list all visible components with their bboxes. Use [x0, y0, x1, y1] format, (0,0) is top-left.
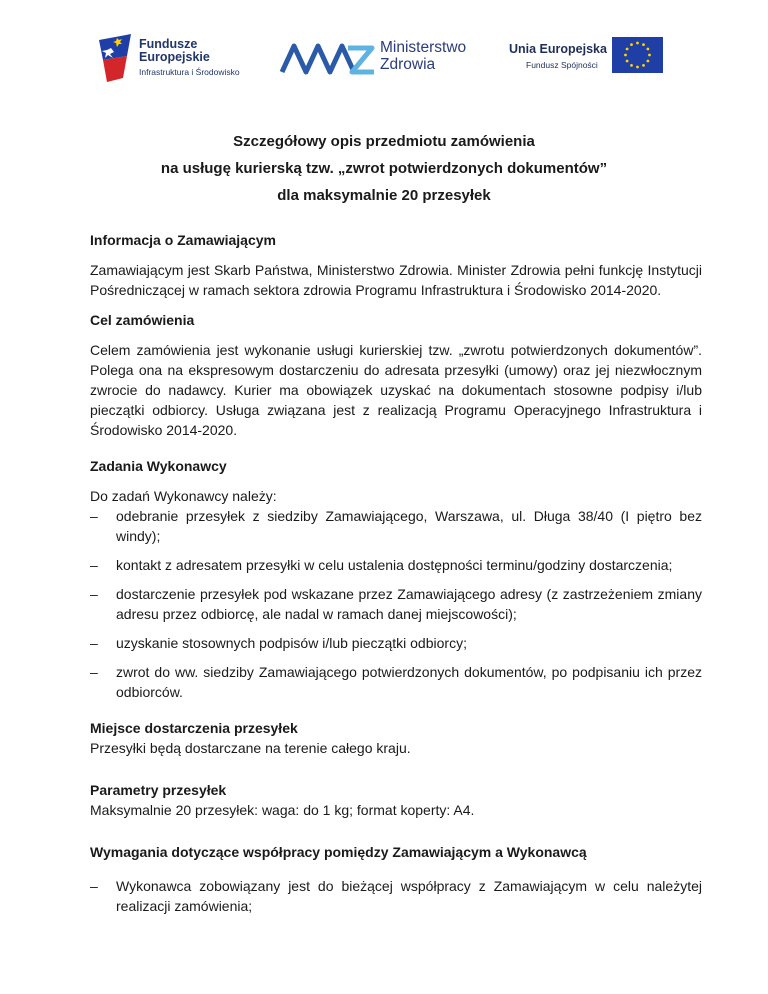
list-item [90, 506, 702, 546]
list-item [90, 555, 702, 575]
info-text: Zamawiającym jest Skarb Państwa, Ministerstwo Zdrowia. Minister Zdrowia pełni funkcję Instytucji Pośredniczącej w ramach sektora zdrowia Programu Infrastruktura i Środowisko 2014-2020. [90, 262, 702, 298]
ministerstwo-zdrowia-logo [278, 34, 478, 84]
title-line-2: na usługę kurierską tzw. „zwrot potwierdzonych dokumentów” [160, 160, 608, 177]
title-line-1: Szczegółowy opis przedmiotu zamówienia [233, 133, 535, 150]
list-item-text: dostarczenie przesyłek pod wskazane przez Zamawiającego adresy (z zastrzeżeniem zmiany adresu przez odbiorcę, ale nadal w ramach danej miejscowości); [116, 586, 702, 622]
params-heading: Parametry przesyłek [90, 782, 227, 798]
dash-mark: – [90, 508, 98, 524]
list-item-text: odebranie przesyłek z siedziby Zamawiającego, Warszawa, ul. Długa 38/40 (I piętro bez windy); [116, 508, 702, 544]
list-item-text: uzyskanie stosownych podpisów i/lub pieczątki odbiorcy; [116, 635, 467, 651]
dash-mark: – [90, 557, 98, 573]
fe-line1: Fundusze [139, 37, 198, 51]
tasks-intro: Do zadań Wykonawcy należy: [90, 488, 277, 504]
fe-flag-icon [97, 32, 137, 86]
list-item [90, 584, 702, 624]
logos-header [0, 28, 768, 94]
goal-heading: Cel zamówienia [90, 312, 195, 328]
list-item [90, 633, 702, 653]
params-text: Maksymalnie 20 przesyłek: waga: do 1 kg; format koperty: A4. [90, 802, 475, 818]
cooperation-list [90, 876, 702, 916]
ue-line1: Unia Europejska [509, 42, 607, 56]
list-item-text: kontakt z adresatem przesyłki w celu ustalenia dostępności terminu/godziny dostarczenia; [116, 557, 673, 573]
eu-flag-icon [612, 37, 663, 73]
tasks-list [90, 506, 702, 702]
dash-mark: – [90, 878, 98, 894]
place-text: Przesyłki będą dostarczane na terenie całego kraju. [90, 740, 411, 756]
list-item-text: Wykonawca zobowiązany jest do bieżącej współpracy z Zamawiającym w celu należytej realizacji zamówienia; [116, 878, 702, 914]
list-item-text: zwrot do ww. siedziby Zamawiającego potwierdzonych dokumentów, po podpisaniu ich przez odbiorców. [116, 664, 702, 700]
title-line-3: dla maksymalnie 20 przesyłek [277, 187, 491, 204]
place-heading: Miejsce dostarczenia przesyłek [90, 720, 298, 736]
ue-line2: Fundusz Spójności [526, 60, 598, 70]
info-heading: Informacja o Zamawiającym [90, 232, 276, 248]
mz-wave-icon [278, 36, 376, 78]
tasks-heading: Zadania Wykonawcy [90, 458, 227, 474]
dash-mark: – [90, 586, 98, 602]
goal-text: Celem zamówienia jest wykonanie usługi kurierskiej tzw. „zwrotu potwierdzonych dokumentów”. Polega ona na ekspresowym dostarczeniu do adresata przesyłki (umowy) oraz jej niezwłocznym zwrocie do nadawcy. Kurier ma obowiązek uzyskać na dokumentach stosowne podpisy i/lub pieczątki odbiorcy. Usługa związana jest z realizacją Programu Operacyjnego Infrastruktura i Środowisko 2014-2020. [90, 342, 702, 438]
fe-line2: Europejskie [139, 50, 210, 64]
dash-mark: – [90, 635, 98, 651]
list-item [90, 662, 702, 702]
dash-mark: – [90, 664, 98, 680]
cooperation-heading: Wymagania dotyczące współpracy pomiędzy Zamawiającym a Wykonawcą [90, 844, 587, 860]
mz-line2: Zdrowia [380, 56, 436, 73]
list-item [90, 876, 702, 916]
fe-line3: Infrastruktura i Środowisko [139, 67, 240, 77]
mz-line1: Ministerstwo [380, 39, 467, 56]
fundusze-europejskie-logo [93, 30, 263, 88]
unia-europejska-logo [500, 32, 670, 84]
document-body [90, 230, 702, 925]
